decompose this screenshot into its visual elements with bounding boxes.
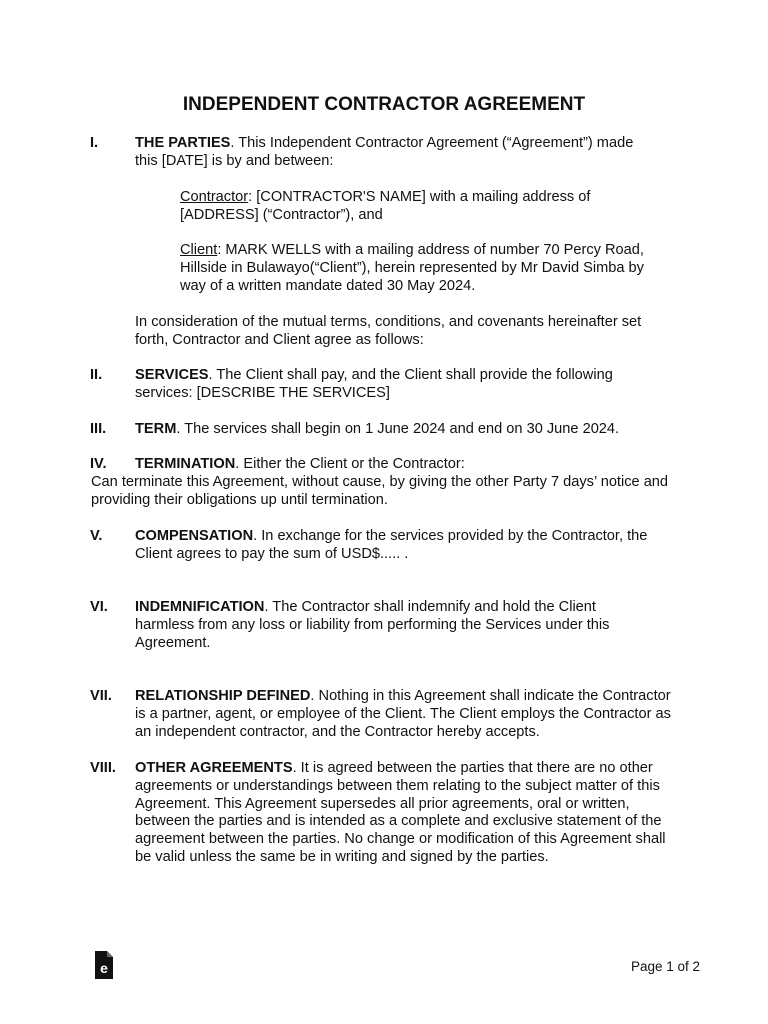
section-text: . The Client shall pay, and the Client shall provide the following services: [DESCRIBE THE SERVICES] xyxy=(135,367,613,401)
section-number: VIII. xyxy=(90,760,116,776)
svg-text:e: e xyxy=(100,960,108,976)
section-heading: TERM xyxy=(135,421,177,437)
client-label: Client xyxy=(180,242,218,258)
section-heading: OTHER AGREEMENTS xyxy=(135,760,293,776)
section-term xyxy=(90,421,690,439)
section-indemnification xyxy=(90,599,690,652)
eforms-logo-icon xyxy=(93,951,115,979)
section-text: . The services shall begin on 1 June 2024 and end on 30 June 2024. xyxy=(176,421,620,437)
section-number: IV. xyxy=(90,456,107,472)
section-number: VII. xyxy=(90,688,112,704)
section-text: . In exchange for the services provided by the Contractor, the Client agrees to pay the sum of USD$..... . xyxy=(135,528,648,562)
section-heading: RELATIONSHIP DEFINED xyxy=(135,688,311,704)
section-termination xyxy=(90,456,690,474)
section-heading: SERVICES xyxy=(135,367,209,383)
section-heading: THE PARTIES xyxy=(135,135,231,151)
page-number: Page 1 of 2 xyxy=(630,959,700,974)
section-services xyxy=(90,367,690,403)
section-number: I. xyxy=(90,135,99,151)
consideration-text: In consideration of the mutual terms, conditions, and covenants hereinafter set forth, Contractor and Client agree as follows: xyxy=(135,314,642,348)
section-heading: INDEMNIFICATION xyxy=(135,599,265,615)
termination-continuation: Can terminate this Agreement, without cause, by giving the other Party 7 days’ notice and providing their obligations up until termination. xyxy=(91,474,669,508)
consideration-paragraph xyxy=(90,314,690,350)
section-parties xyxy=(90,135,690,171)
section-text: . It is agreed between the parties that there are no other agreements or understandings between them relating to the subject matter of this Agreement. This Agreement supersedes all prior agreements, oral or written, between the parties and is intended as a complete and exclusive statement of the agreement between the parties. No change or modification of this Agreement shall be valid unless the same be in writing and signed by the parties. xyxy=(135,760,666,865)
section-number: II. xyxy=(90,367,103,383)
contractor-clause xyxy=(180,189,620,225)
section-number: III. xyxy=(90,421,107,437)
section-other-agreements xyxy=(90,760,690,867)
section-text: . Either the Client or the Contractor: xyxy=(235,456,465,472)
section-heading: TERMINATION xyxy=(135,456,236,472)
contractor-text: : [CONTRACTOR'S NAME] with a mailing address of [ADDRESS] (“Contractor”), and xyxy=(180,189,591,223)
client-text: : MARK WELLS with a mailing address of number 70 Percy Road, Hillside in Bulawayo(“Client”), herein represented by Mr David Simba by way of a written mandate dated 30 May 2024. xyxy=(180,242,644,294)
section-text: . Nothing in this Agreement shall indicate the Contractor is a partner, agent, or employee of the Client. The Client employs the Contractor as an independent contractor, and the Contractor hereby accepts. xyxy=(135,688,671,740)
contractor-label: Contractor xyxy=(180,189,249,205)
section-text: . This Independent Contractor Agreement (“Agreement”) made this [DATE] is by and between: xyxy=(135,135,634,169)
client-clause xyxy=(180,242,670,295)
section-text: . The Contractor shall indemnify and hold the Client harmless from any loss or liability from performing the Services under this Agreement. xyxy=(135,599,610,651)
section-number: V. xyxy=(90,528,103,544)
section-heading: COMPENSATION xyxy=(135,528,254,544)
section-number: VI. xyxy=(90,599,108,615)
section-relationship xyxy=(90,688,690,741)
document-title: INDEPENDENT CONTRACTOR AGREEMENT xyxy=(182,94,586,115)
section-compensation xyxy=(90,528,690,564)
